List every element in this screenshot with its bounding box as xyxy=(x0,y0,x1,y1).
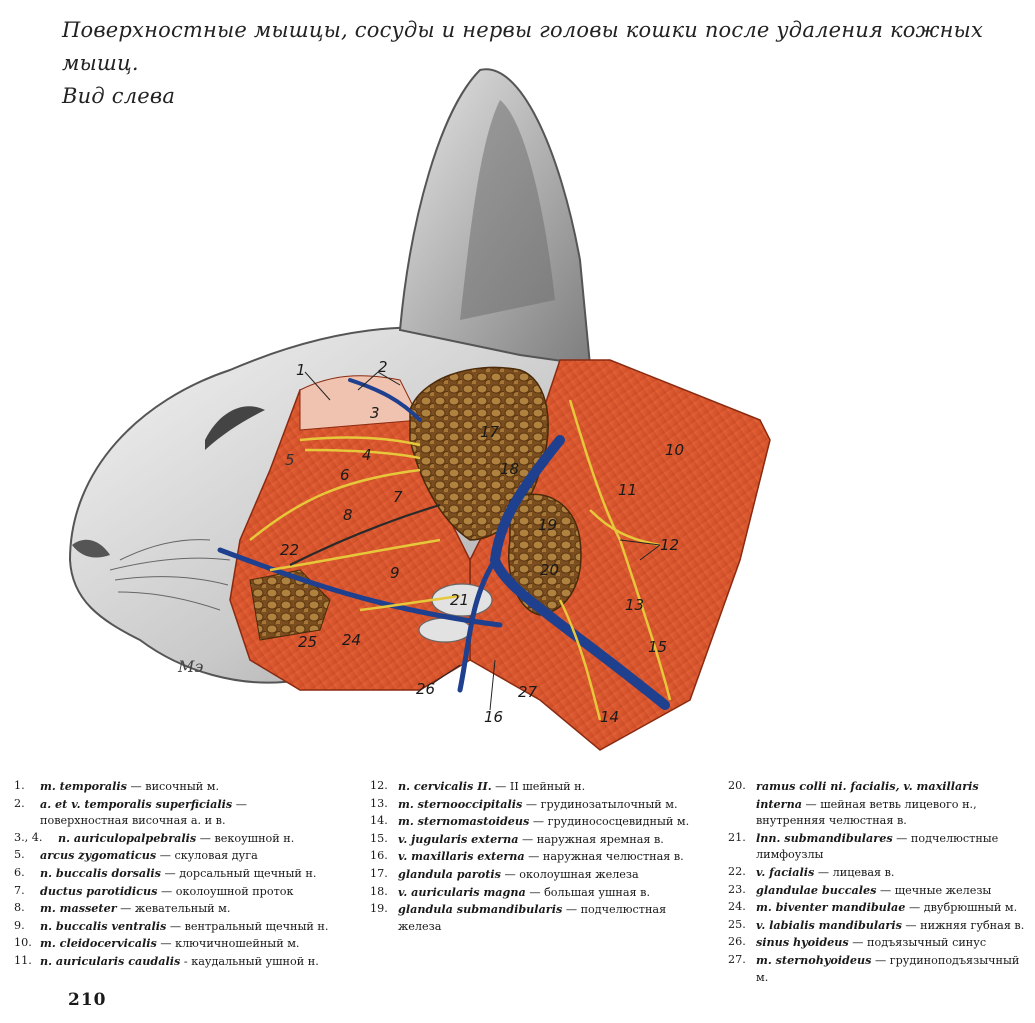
label-21: 21 xyxy=(450,591,470,609)
legend-item: 7. ductus parotidicus — околоушной проток xyxy=(14,883,294,898)
legend-item: 14. m. sternomastoideus — грудинососцевидный м. xyxy=(370,814,690,829)
legend-item: 18. v. auricularis magna — большая ушная в. xyxy=(370,884,650,899)
legend-item: 17. glandula parotis — околоушная железа xyxy=(370,866,639,881)
legend-column-1 xyxy=(14,778,332,971)
legend-item: 24. m. biventer mandibulae — двубрюшный м. xyxy=(728,900,1018,915)
label-6: 6 xyxy=(340,466,350,484)
label-17: 17 xyxy=(480,423,500,441)
legend-item: 22. v. facialis — лицевая в. xyxy=(728,864,895,879)
label-14: 14 xyxy=(600,708,620,726)
title-line: Поверхностные мышцы, сосуды и нервы головы кошки после удаления кожных мышц. xyxy=(62,18,984,75)
label-12: 12 xyxy=(660,536,680,554)
legend-item: 21. lnn. submandibulares — подчелюстные лимфоузлы xyxy=(728,830,999,862)
legend-item: 3., 4. n. auriculopalpebralis — векоушной н. xyxy=(14,830,295,845)
label-13: 13 xyxy=(625,596,645,614)
label-9: 9 xyxy=(390,564,400,582)
label-7: 7 xyxy=(393,488,403,506)
legend-item: 16. v. maxillaris externa — наружная челюстная в. xyxy=(370,849,684,864)
legend-item: 9. n. buccalis ventralis — вентральный щечный н. xyxy=(14,918,329,933)
label-11: 11 xyxy=(618,481,638,499)
legend-item: 13. m. sternooccipitalis — грудинозатылочный м. xyxy=(370,796,678,811)
legend-item: 5. arcus zygomaticus — скуловая дуга xyxy=(14,848,258,863)
legend-item: 10. m. cleidocervicalis — ключичношейный м. xyxy=(14,936,300,951)
legend-item: 23. glandulae buccales — щечные железы xyxy=(728,882,992,897)
legend-item: 19. glandula submandibularis — подчелюстная железа xyxy=(370,902,667,933)
legend-item: 27. m. sternohyoideus — грудиноподъязычный м. xyxy=(728,952,1020,984)
label-8: 8 xyxy=(343,506,353,524)
label-3: 3 xyxy=(370,404,380,422)
legend-item: 26. sinus hyoideus — подъязычный синус xyxy=(728,935,987,950)
legend-item: 25. v. labialis mandibularis — нижняя губная в. xyxy=(728,917,1025,932)
legend-column-3 xyxy=(728,778,1028,986)
label-22: 22 xyxy=(280,541,300,559)
legend-item: 1. m. temporalis — височный м. xyxy=(14,779,220,793)
label-1: 1 xyxy=(296,361,306,379)
label-16: 16 xyxy=(484,708,504,726)
page-number: 210 xyxy=(68,990,107,1010)
legend-item: 20. ramus colli ni. facialis, v. maxillaris interna — шейная ветвь лицевого н., внутренняя челюстная в. xyxy=(728,779,979,828)
label-27: 27 xyxy=(518,683,538,701)
label-4: 4 xyxy=(362,446,372,464)
label-15: 15 xyxy=(648,638,668,656)
legend-column-2 xyxy=(370,778,690,935)
subtitle-line: Вид слева xyxy=(62,84,176,108)
label-25: 25 xyxy=(298,633,318,651)
label-5: 5 xyxy=(285,451,295,469)
legend-item: 8. m. masseter — жевательный м. xyxy=(14,901,231,916)
legend-item: 2. a. et v. temporalis superficialis — поверхностная височная а. и в. xyxy=(14,796,247,828)
label-2: 2 xyxy=(378,358,388,376)
label-19: 19 xyxy=(538,516,558,534)
legend-item: 11. n. auricularis caudalis - каудальный ушной н. xyxy=(14,953,319,968)
legend-item: 6. n. buccalis dorsalis — дорсальный щечный н. xyxy=(14,865,317,880)
label-20: 20 xyxy=(540,561,560,579)
label-24: 24 xyxy=(342,631,362,649)
legend-item: 12. n. cervicalis II. — II шейный н. xyxy=(370,779,586,793)
legend-item: 15. v. jugularis externa — наружная яремная в. xyxy=(370,831,664,846)
artist-signature: Мэ xyxy=(178,657,204,676)
label-26: 26 xyxy=(416,680,436,698)
label-10: 10 xyxy=(665,441,685,459)
label-18: 18 xyxy=(500,460,520,478)
